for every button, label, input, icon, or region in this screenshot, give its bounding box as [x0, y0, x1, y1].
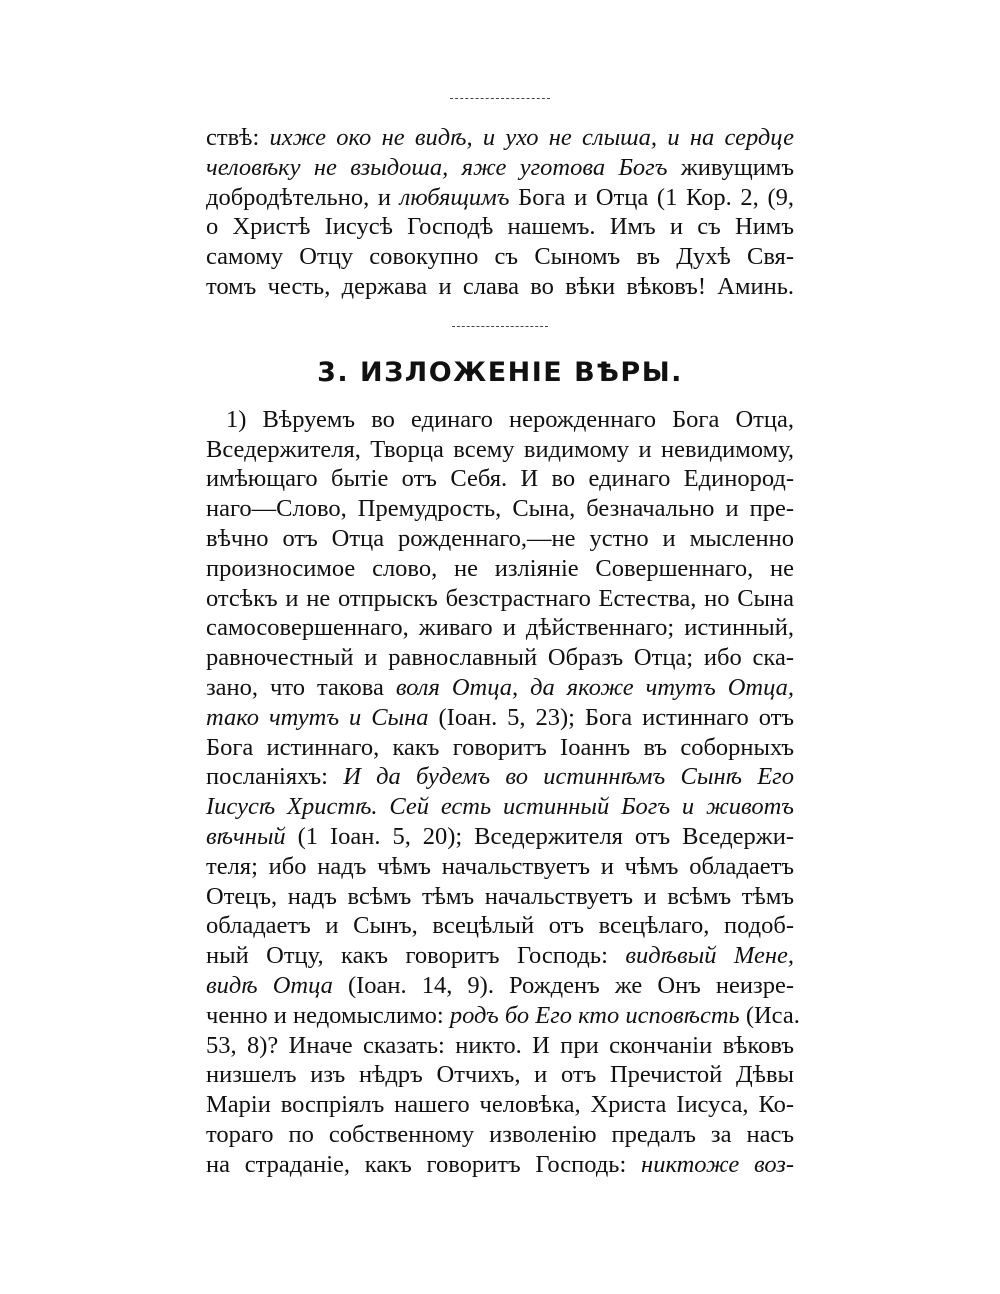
section-heading: 3. ИЗЛОЖЕНІЕ ВѢРЫ.: [317, 356, 683, 388]
scripture-quote: никтоже воз-: [641, 1150, 794, 1178]
scripture-quote: ихже око не видѣ, и ухо не слыша, и на сердце: [269, 124, 794, 151]
text-line: [206, 643, 794, 673]
text-run: Отецъ, надъ всѣмъ тѣмъ начальствуетъ и всѣмъ тѣмъ: [206, 882, 794, 910]
scripture-quote: родъ бо Его кто исповѣсть: [449, 1001, 740, 1029]
text-line: [206, 1150, 794, 1180]
text-run: отсѣкъ и не отпрыскъ безстрастнаго Естества, но Сына: [206, 584, 794, 612]
text-run: наго—Слово, Премудрость, Сына, безначально и пре-: [206, 495, 794, 523]
section-paragraph: [206, 405, 800, 1180]
text-run: вѣчно отъ Отца рожденнаго,—не устно и мысленно: [206, 524, 794, 552]
text-line: [206, 1031, 794, 1061]
text-run: посланіяхъ:: [206, 763, 344, 791]
text-line: [206, 911, 794, 941]
text-line: [206, 941, 794, 971]
text-run: имѣющаго бытіе отъ Себя. И во единаго Единород-: [206, 465, 794, 493]
scripture-quote: воля Отца, да якоже чтутъ Отца,: [395, 673, 795, 701]
text-line: [206, 584, 794, 614]
text-run: (1 Іоан. 5, 20); Вседержителя отъ Вседержи-: [285, 822, 794, 850]
text-line: [206, 882, 794, 912]
text-run: теля; ибо надъ чѣмъ начальствуетъ и чѣмъ обладаетъ: [206, 852, 794, 880]
text-run: самосовершеннаго, живаго и дѣйственнаго; истинный,: [206, 614, 794, 642]
text-run: добродѣтельно, и: [206, 183, 400, 211]
text-run: зано, что такова: [206, 673, 396, 701]
text-run: Бога и Отца (1 Кор. 2, (9,: [509, 183, 794, 211]
text-line: [206, 1090, 794, 1120]
text-run: ствѣ:: [206, 124, 270, 151]
text-line: [206, 554, 794, 584]
text-line: [206, 494, 794, 524]
text-run: о Христѣ Іисусѣ Господѣ нашемъ. Имъ и съ Нимъ: [206, 213, 794, 241]
text-line: [206, 212, 794, 242]
page-body: [206, 92, 800, 1180]
text-line: [206, 272, 794, 302]
text-line: [206, 852, 794, 882]
text-line: [206, 733, 794, 763]
scripture-quote: видѣ Отца: [206, 971, 333, 999]
text-line: [206, 435, 794, 465]
text-line: [206, 123, 794, 153]
text-run: самому Отцу совокупно съ Сыномъ въ Духѣ Свя-: [206, 243, 794, 271]
text-run: Маріи воспріялъ нашего человѣка, Христа Іисуса, Ко-: [206, 1091, 794, 1119]
text-run: (Иса.: [739, 1001, 800, 1029]
scripture-quote: любящимъ: [399, 183, 510, 211]
continuation-paragraph: [206, 123, 794, 302]
text-run: произносимое слово, не изліяніе Совершеннаго, не: [206, 554, 794, 582]
text-line: [206, 792, 794, 822]
text-run: на страданіе, какъ говоритъ Господь:: [206, 1150, 642, 1178]
text-line: [206, 822, 794, 852]
scripture-quote: человѣку не взыдоша, яже уготова Богъ: [206, 153, 668, 181]
text-line: [206, 183, 794, 213]
text-line: [206, 613, 794, 643]
text-line: [206, 673, 794, 703]
text-run: ный Отцу, какъ говоритъ Господь:: [206, 942, 626, 970]
text-run: тораго по собственному изволенію предалъ за насъ: [206, 1120, 794, 1148]
text-line: [206, 405, 794, 435]
text-line: [206, 1001, 800, 1031]
text-run: 1) Вѣруемъ во единаго нерожденнаго Бога Отца,: [226, 405, 794, 433]
text-line: [206, 464, 794, 494]
text-run: Бога истиннаго, какъ говоритъ Іоаннъ въ соборныхъ: [206, 733, 794, 761]
text-line: [206, 153, 794, 183]
text-run: (Іоан. 14, 9). Рожденъ же Онъ неизре-: [332, 971, 794, 999]
text-run: равночестный и равнославный Образъ Отца; ибо ска-: [206, 644, 794, 672]
scripture-quote: И да будемъ во истиннѣмъ Сынѣ Его: [343, 763, 794, 791]
text-run: 53, 8)? Иначе сказать: никто. И при скончаніи вѣковъ: [206, 1031, 794, 1059]
text-run: ченно и недомыслимо:: [206, 1001, 450, 1029]
text-line: [206, 1060, 794, 1090]
text-line: [206, 762, 794, 792]
text-line: [206, 971, 794, 1001]
separator-rule-top: [450, 98, 550, 99]
text-run: обладаетъ и Сынъ, всецѣлый отъ всецѣлаго, подоб-: [206, 912, 794, 940]
text-run: Вседержителя, Творца всему видимому и невидимому,: [206, 435, 794, 463]
text-run: томъ честь, держава и слава во вѣки вѣковъ! Аминь.: [206, 272, 794, 300]
scripture-quote: видѣвый Мене,: [625, 942, 794, 970]
text-run: живущимъ: [667, 153, 794, 181]
text-run: низшелъ изъ нѣдръ Отчихъ, и отъ Пречистой Дѣвы: [206, 1061, 794, 1089]
scripture-quote: Іисусѣ Христѣ. Сей есть истинный Богъ и животъ: [206, 793, 794, 821]
scripture-quote: вѣчный: [206, 822, 286, 850]
text-line: [206, 1120, 794, 1150]
scripture-quote: тако чтутъ и Сына: [206, 703, 429, 731]
text-line: [206, 703, 794, 733]
separator-rule-middle: [452, 326, 548, 327]
text-line: [206, 242, 794, 272]
text-run: (Іоан. 5, 23); Бога истиннаго отъ: [428, 703, 794, 731]
text-line: [206, 524, 794, 554]
